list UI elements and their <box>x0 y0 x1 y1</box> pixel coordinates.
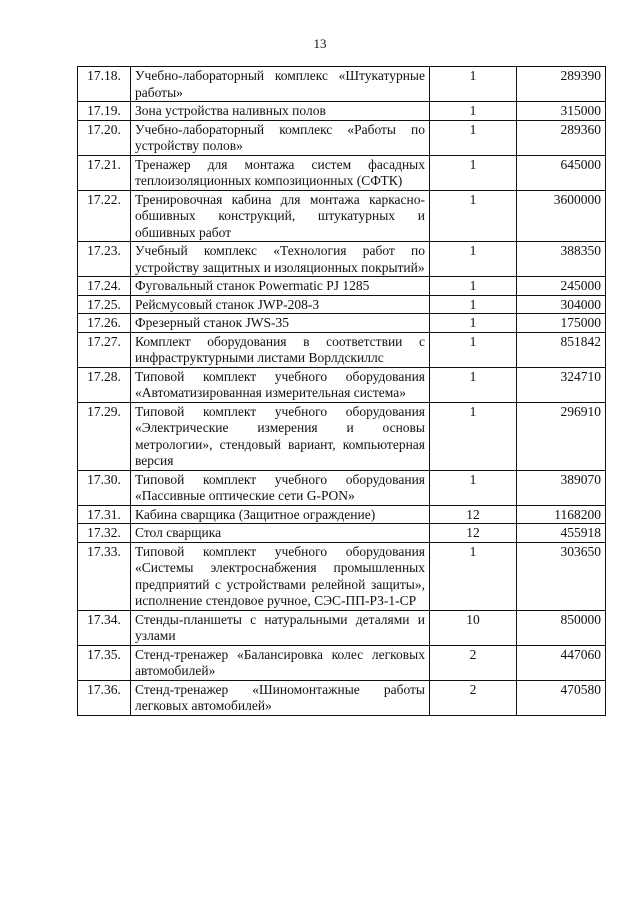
item-name-cell: Типовой комплект учебного оборудования «Автоматизированная измерительная система» <box>131 367 430 402</box>
row-number-cell: 17.34. <box>78 610 131 645</box>
price-cell: 389070 <box>517 470 606 505</box>
quantity-cell: 1 <box>430 402 517 470</box>
item-name-cell: Рейсмусовый станок JWP-208-3 <box>131 295 430 314</box>
price-cell: 289390 <box>517 67 606 102</box>
table-row <box>78 524 606 543</box>
price-cell: 175000 <box>517 314 606 333</box>
row-number-cell: 17.18. <box>78 67 131 102</box>
item-name-cell: Тренировочная кабина для монтажа каркасно-обшивных конструкций, штукатурных и обшивных работ <box>131 190 430 242</box>
table-row <box>78 277 606 296</box>
price-cell: 1168200 <box>517 505 606 524</box>
quantity-cell: 1 <box>430 277 517 296</box>
table-row <box>78 67 606 102</box>
item-name-cell: Комплект оборудования в соответствии с инфраструктурными листами Ворлдскиллс <box>131 332 430 367</box>
price-cell: 324710 <box>517 367 606 402</box>
quantity-cell: 12 <box>430 505 517 524</box>
price-cell: 3600000 <box>517 190 606 242</box>
table-row <box>78 470 606 505</box>
item-name-cell: Фрезерный станок JWS-35 <box>131 314 430 333</box>
price-cell: 470580 <box>517 680 606 715</box>
table-row <box>78 295 606 314</box>
table-row <box>78 645 606 680</box>
quantity-cell: 1 <box>430 367 517 402</box>
equipment-table <box>77 66 606 716</box>
quantity-cell: 12 <box>430 524 517 543</box>
price-cell: 315000 <box>517 102 606 121</box>
row-number-cell: 17.27. <box>78 332 131 367</box>
row-number-cell: 17.25. <box>78 295 131 314</box>
table-row <box>78 120 606 155</box>
quantity-cell: 1 <box>430 67 517 102</box>
row-number-cell: 17.23. <box>78 242 131 277</box>
quantity-cell: 1 <box>430 155 517 190</box>
price-cell: 447060 <box>517 645 606 680</box>
table-row <box>78 332 606 367</box>
table-row <box>78 505 606 524</box>
price-cell: 245000 <box>517 277 606 296</box>
row-number-cell: 17.29. <box>78 402 131 470</box>
item-name-cell: Стенды-планшеты с натуральными деталями и узлами <box>131 610 430 645</box>
table-row <box>78 190 606 242</box>
item-name-cell: Стенд-тренажер «Шиномонтажные работы легковых автомобилей» <box>131 680 430 715</box>
price-cell: 296910 <box>517 402 606 470</box>
item-name-cell: Фуговальный станок Powermatic PJ 1285 <box>131 277 430 296</box>
price-cell: 645000 <box>517 155 606 190</box>
price-cell: 388350 <box>517 242 606 277</box>
quantity-cell: 1 <box>430 470 517 505</box>
row-number-cell: 17.21. <box>78 155 131 190</box>
item-name-cell: Стенд-тренажер «Балансировка колес легковых автомобилей» <box>131 645 430 680</box>
table-row <box>78 680 606 715</box>
row-number-cell: 17.31. <box>78 505 131 524</box>
table-row <box>78 314 606 333</box>
item-name-cell: Зона устройства наливных полов <box>131 102 430 121</box>
quantity-cell: 2 <box>430 680 517 715</box>
price-cell: 304000 <box>517 295 606 314</box>
item-name-cell: Учебно-лабораторный комплекс «Штукатурные работы» <box>131 67 430 102</box>
equipment-table-body <box>78 67 606 716</box>
page-number: 13 <box>313 36 327 51</box>
row-number-cell: 17.28. <box>78 367 131 402</box>
item-name-cell: Стол сварщика <box>131 524 430 543</box>
item-name-cell: Кабина сварщика (Защитное ограждение) <box>131 505 430 524</box>
row-number-cell: 17.24. <box>78 277 131 296</box>
price-cell: 303650 <box>517 542 606 610</box>
row-number-cell: 17.32. <box>78 524 131 543</box>
table-row <box>78 542 606 610</box>
quantity-cell: 1 <box>430 242 517 277</box>
table-row <box>78 402 606 470</box>
table-row <box>78 610 606 645</box>
table-row <box>78 102 606 121</box>
quantity-cell: 1 <box>430 120 517 155</box>
item-name-cell: Типовой комплект учебного оборудования «Пассивные оптические сети G-PON» <box>131 470 430 505</box>
quantity-cell: 1 <box>430 542 517 610</box>
row-number-cell: 17.35. <box>78 645 131 680</box>
price-cell: 289360 <box>517 120 606 155</box>
row-number-cell: 17.30. <box>78 470 131 505</box>
table-row <box>78 367 606 402</box>
row-number-cell: 17.19. <box>78 102 131 121</box>
table-row <box>78 155 606 190</box>
price-cell: 850000 <box>517 610 606 645</box>
row-number-cell: 17.20. <box>78 120 131 155</box>
quantity-cell: 2 <box>430 645 517 680</box>
row-number-cell: 17.22. <box>78 190 131 242</box>
table-row <box>78 242 606 277</box>
quantity-cell: 1 <box>430 314 517 333</box>
quantity-cell: 1 <box>430 295 517 314</box>
row-number-cell: 17.33. <box>78 542 131 610</box>
quantity-cell: 10 <box>430 610 517 645</box>
quantity-cell: 1 <box>430 190 517 242</box>
price-cell: 455918 <box>517 524 606 543</box>
item-name-cell: Типовой комплект учебного оборудования «Электрические измерения и основы метрологии», стендовый вариант, компьютерная версия <box>131 402 430 470</box>
item-name-cell: Тренажер для монтажа систем фасадных теплоизоляционных композиционных (СФТК) <box>131 155 430 190</box>
row-number-cell: 17.36. <box>78 680 131 715</box>
item-name-cell: Учебный комплекс «Технология работ по устройству защитных и изоляционных покрытий» <box>131 242 430 277</box>
item-name-cell: Учебно-лабораторный комплекс «Работы по устройству полов» <box>131 120 430 155</box>
item-name-cell: Типовой комплект учебного оборудования «Системы электроснабжения промышленных предприятий с устройствами релейной защиты», исполнение стендовое ручное, СЭС-ПП-РЗ-1-СР <box>131 542 430 610</box>
row-number-cell: 17.26. <box>78 314 131 333</box>
quantity-cell: 1 <box>430 332 517 367</box>
price-cell: 851842 <box>517 332 606 367</box>
quantity-cell: 1 <box>430 102 517 121</box>
